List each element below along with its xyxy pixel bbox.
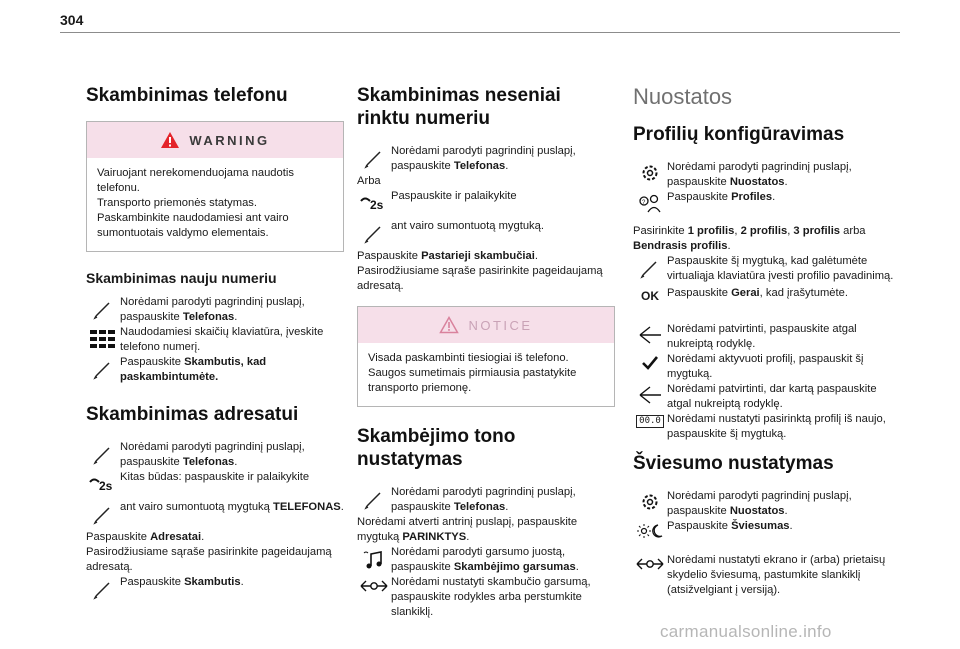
notice-box <box>357 306 615 407</box>
step <box>86 355 344 385</box>
step-keyword: Telefonas <box>182 311 235 323</box>
paragraph: Pasirinkite 1 profilis, 2 profilis, 3 profilis arba Bendrasis profilis. <box>633 225 866 252</box>
warning-box <box>86 121 344 252</box>
step-text: Norėdami parodyti garsumo juostą, paspauskite <box>391 546 566 573</box>
slider-arrows-icon <box>635 556 665 572</box>
paragraph: Paspauskite Pastarieji skambučiai. <box>357 250 538 262</box>
check-icon <box>641 355 659 371</box>
step-keyword: Nuostatos <box>729 505 785 517</box>
step-text: Norėdami nustatyti skambučio garsumą, paspauskite rodykles arba perstumkite slankiklį. <box>391 576 591 618</box>
sun-moon-icon <box>636 522 664 540</box>
svg-text:2s: 2s <box>370 198 384 212</box>
step-text: Norėdami parodyti pagrindinį puslapį, paspauskite <box>667 490 852 517</box>
step-text: Norėdami nustatyti pasirinktą profilį iš naujo, paspauskite šį mygtuką. <box>667 413 886 440</box>
step: Norėdami parodyti pagrindinį puslapį, paspauskite Nuostatos. <box>633 160 903 190</box>
step-text: Paspauskite <box>667 191 732 203</box>
step: Norėdami parodyti pagrindinį puslapį, paspauskite Telefonas. <box>86 440 344 470</box>
step-text: Paspauskite <box>120 356 185 368</box>
step-text: Norėdami parodyti pagrindinį puslapį, paspauskite <box>120 441 305 468</box>
step <box>357 219 615 249</box>
step-text: Paspauskite ir palaikykite <box>391 190 517 202</box>
pencil-icon <box>363 222 385 244</box>
step: ant vairo sumontuotą mygtuką TELEFONAS. <box>86 500 344 530</box>
warning-icon <box>160 131 180 149</box>
step-keyword: Skambėjimo garsumas <box>453 561 576 573</box>
step-text: Kitas būdas: paspauskite ir palaikykite <box>120 471 310 483</box>
step-text: Norėdami parodyti pagrindinį puslapį, paspauskite <box>391 145 576 172</box>
slider-arrows-icon <box>359 578 389 594</box>
pencil-icon <box>92 578 114 600</box>
column-left <box>86 84 344 605</box>
header-divider <box>60 32 900 33</box>
step <box>357 189 615 219</box>
paragraph: Paspauskite Adresatai. <box>86 531 205 543</box>
step-text: Paspauskite <box>120 576 185 588</box>
section-title-calling: Skambinimas telefonu <box>86 85 288 106</box>
step: Paspauskite Skambutis. <box>86 575 344 605</box>
section-title-contact: Skambinimas adresatui <box>86 404 299 425</box>
step: Norėdami parodyti pagrindinį puslapį, paspauskite Telefonas. <box>357 485 615 515</box>
step: Norėdami parodyti garsumo juostą, paspauskite Skambėjimo garsumas. <box>357 545 615 575</box>
warning-body <box>87 158 343 251</box>
notice-icon <box>439 316 459 334</box>
step <box>633 553 903 598</box>
step: Norėdami parodyti pagrindinį puslapį, paspauskite Telefonas. <box>86 295 344 325</box>
notice-header <box>358 307 614 343</box>
svg-text:2s: 2s <box>99 479 113 493</box>
step-keyword: TELEFONAS <box>272 501 341 513</box>
subsection-title-new-number: Skambinimas nauju numeriu <box>86 270 277 286</box>
step <box>633 322 903 352</box>
step <box>633 254 903 284</box>
paragraph: Pasirodžiusiame sąraše pasirinkite pageidaujamą adresatą. <box>86 546 332 573</box>
step-text: ant vairo sumontuotą mygtuką <box>120 501 273 513</box>
step-text: Norėdami parodyti pagrindinį puslapį, paspauskite <box>391 486 576 513</box>
step-text: ant vairo sumontuotą mygtuką. <box>391 220 544 232</box>
section-title-brightness: Šviesumo nustatymas <box>633 453 834 474</box>
step: Norėdami parodyti pagrindinį puslapį, paspauskite Telefonas. <box>357 144 615 174</box>
notice-title: NOTICE <box>468 317 533 333</box>
back-arrow-icon <box>637 325 663 345</box>
step-keyword: Nuostatos <box>729 176 785 188</box>
gear-icon <box>640 163 660 183</box>
step: Paspauskite Šviesumas. <box>633 519 903 549</box>
section-title-profiles: Profilių konfigūravimas <box>633 124 845 145</box>
svg-text:?: ? <box>642 200 646 206</box>
warning-line: Transporto priemonės statymas. <box>97 197 258 209</box>
step-text: Norėdami patvirtinti, paspauskite atgal nukreiptą rodyklę. <box>667 323 857 350</box>
step <box>86 470 344 500</box>
step-text: Norėdami aktyvuoti profilį, paspauskit šį mygtuką. <box>667 353 864 380</box>
step-keyword: Skambutis <box>184 576 241 588</box>
step-text: Naudodamiesi skaičių klaviatūra, įveskite telefono numerį. <box>120 326 324 353</box>
step-keyword: Gerai <box>731 287 760 299</box>
step <box>633 412 903 442</box>
phone-2s-icon <box>88 473 118 495</box>
warning-title: WARNING <box>189 132 270 148</box>
paragraph: Pasirodžiusiame sąraše pasirinkite pageidaujamą adresatą. <box>357 265 603 292</box>
step-text: Paspauskite šį mygtuką, kad galėtumėte virtualiąja klaviatūra įvesti profilio pavadinimą. <box>667 255 894 282</box>
step-keyword: Skambutis, kad paskambintumėte. <box>120 356 267 383</box>
warning-line: Paskambinkite naudodamiesi ant vairo sumontuotais valdymo elementais. <box>97 212 289 239</box>
step-keyword: Profiles <box>731 191 773 203</box>
ok-button-icon: OK <box>641 289 659 303</box>
watermark: carmanualsonline.info <box>660 622 832 641</box>
step-text: Paspauskite <box>667 520 732 532</box>
step-keyword: Telefonas <box>453 160 506 172</box>
notice-body: Visada paskambinti tiesiogiai iš telefono. Saugos sumetimais pirmiausia pastatykite transporto priemonę. <box>368 352 577 394</box>
step-text: Paspauskite <box>667 287 732 299</box>
step-keyword: Telefonas <box>453 501 506 513</box>
phone-2s-icon <box>359 192 389 214</box>
step: Norėdami parodyti pagrindinį puslapį, paspauskite Nuostatos. <box>633 489 903 519</box>
step: OK Paspauskite Gerai, kad įrašytumėte. <box>641 287 848 303</box>
column-right <box>633 84 903 598</box>
profiles-icon <box>637 193 663 213</box>
step-text: Norėdami parodyti pagrindinį puslapį, paspauskite <box>120 296 305 323</box>
warning-line: Vairuojant nerekomenduojama naudotis telefonu. <box>97 167 294 194</box>
paragraph: Arba <box>357 175 381 187</box>
step <box>357 575 615 620</box>
step-keyword: Šviesumas <box>731 520 790 532</box>
chapter-title: Nuostatos <box>633 84 733 109</box>
pencil-icon <box>92 503 114 525</box>
step-text: Norėdami nustatyti ekrano ir (arba) prietaisų skydelio šviesumą, pastumkite slankiklį (atsižvelgiant į versiją). <box>667 554 886 596</box>
gear-icon <box>640 492 660 512</box>
step: ? Paspauskite Profiles. <box>633 190 903 220</box>
warning-header <box>87 122 343 158</box>
step-text: Norėdami parodyti pagrindinį puslapį, paspauskite <box>667 161 852 188</box>
pencil-icon <box>363 147 385 169</box>
page-number: 304 <box>60 12 84 28</box>
section-title-ringtone: Skambėjimo tono nustatymas <box>357 426 516 470</box>
paragraph: Norėdami atverti antrinį puslapį, paspauskite mygtuką PARINKTYS. <box>357 516 578 543</box>
step <box>86 325 344 355</box>
column-middle <box>357 84 615 620</box>
step <box>633 352 903 382</box>
pencil-icon <box>92 358 114 380</box>
step-text: Norėdami patvirtinti, dar kartą paspauskite atgal nukreiptą rodyklę. <box>667 383 877 410</box>
back-arrow-icon <box>637 385 663 405</box>
music-note-icon <box>362 548 386 572</box>
step-keyword: Telefonas <box>182 456 235 468</box>
pencil-icon <box>363 488 385 510</box>
section-title-recent: Skambinimas neseniai rinktu numeriu <box>357 85 561 129</box>
pencil-icon <box>92 443 114 465</box>
pencil-icon <box>639 257 661 279</box>
reset-icon: 00.0 <box>636 415 664 428</box>
step <box>633 382 903 412</box>
keypad-icon <box>89 328 117 350</box>
pencil-icon <box>92 298 114 320</box>
